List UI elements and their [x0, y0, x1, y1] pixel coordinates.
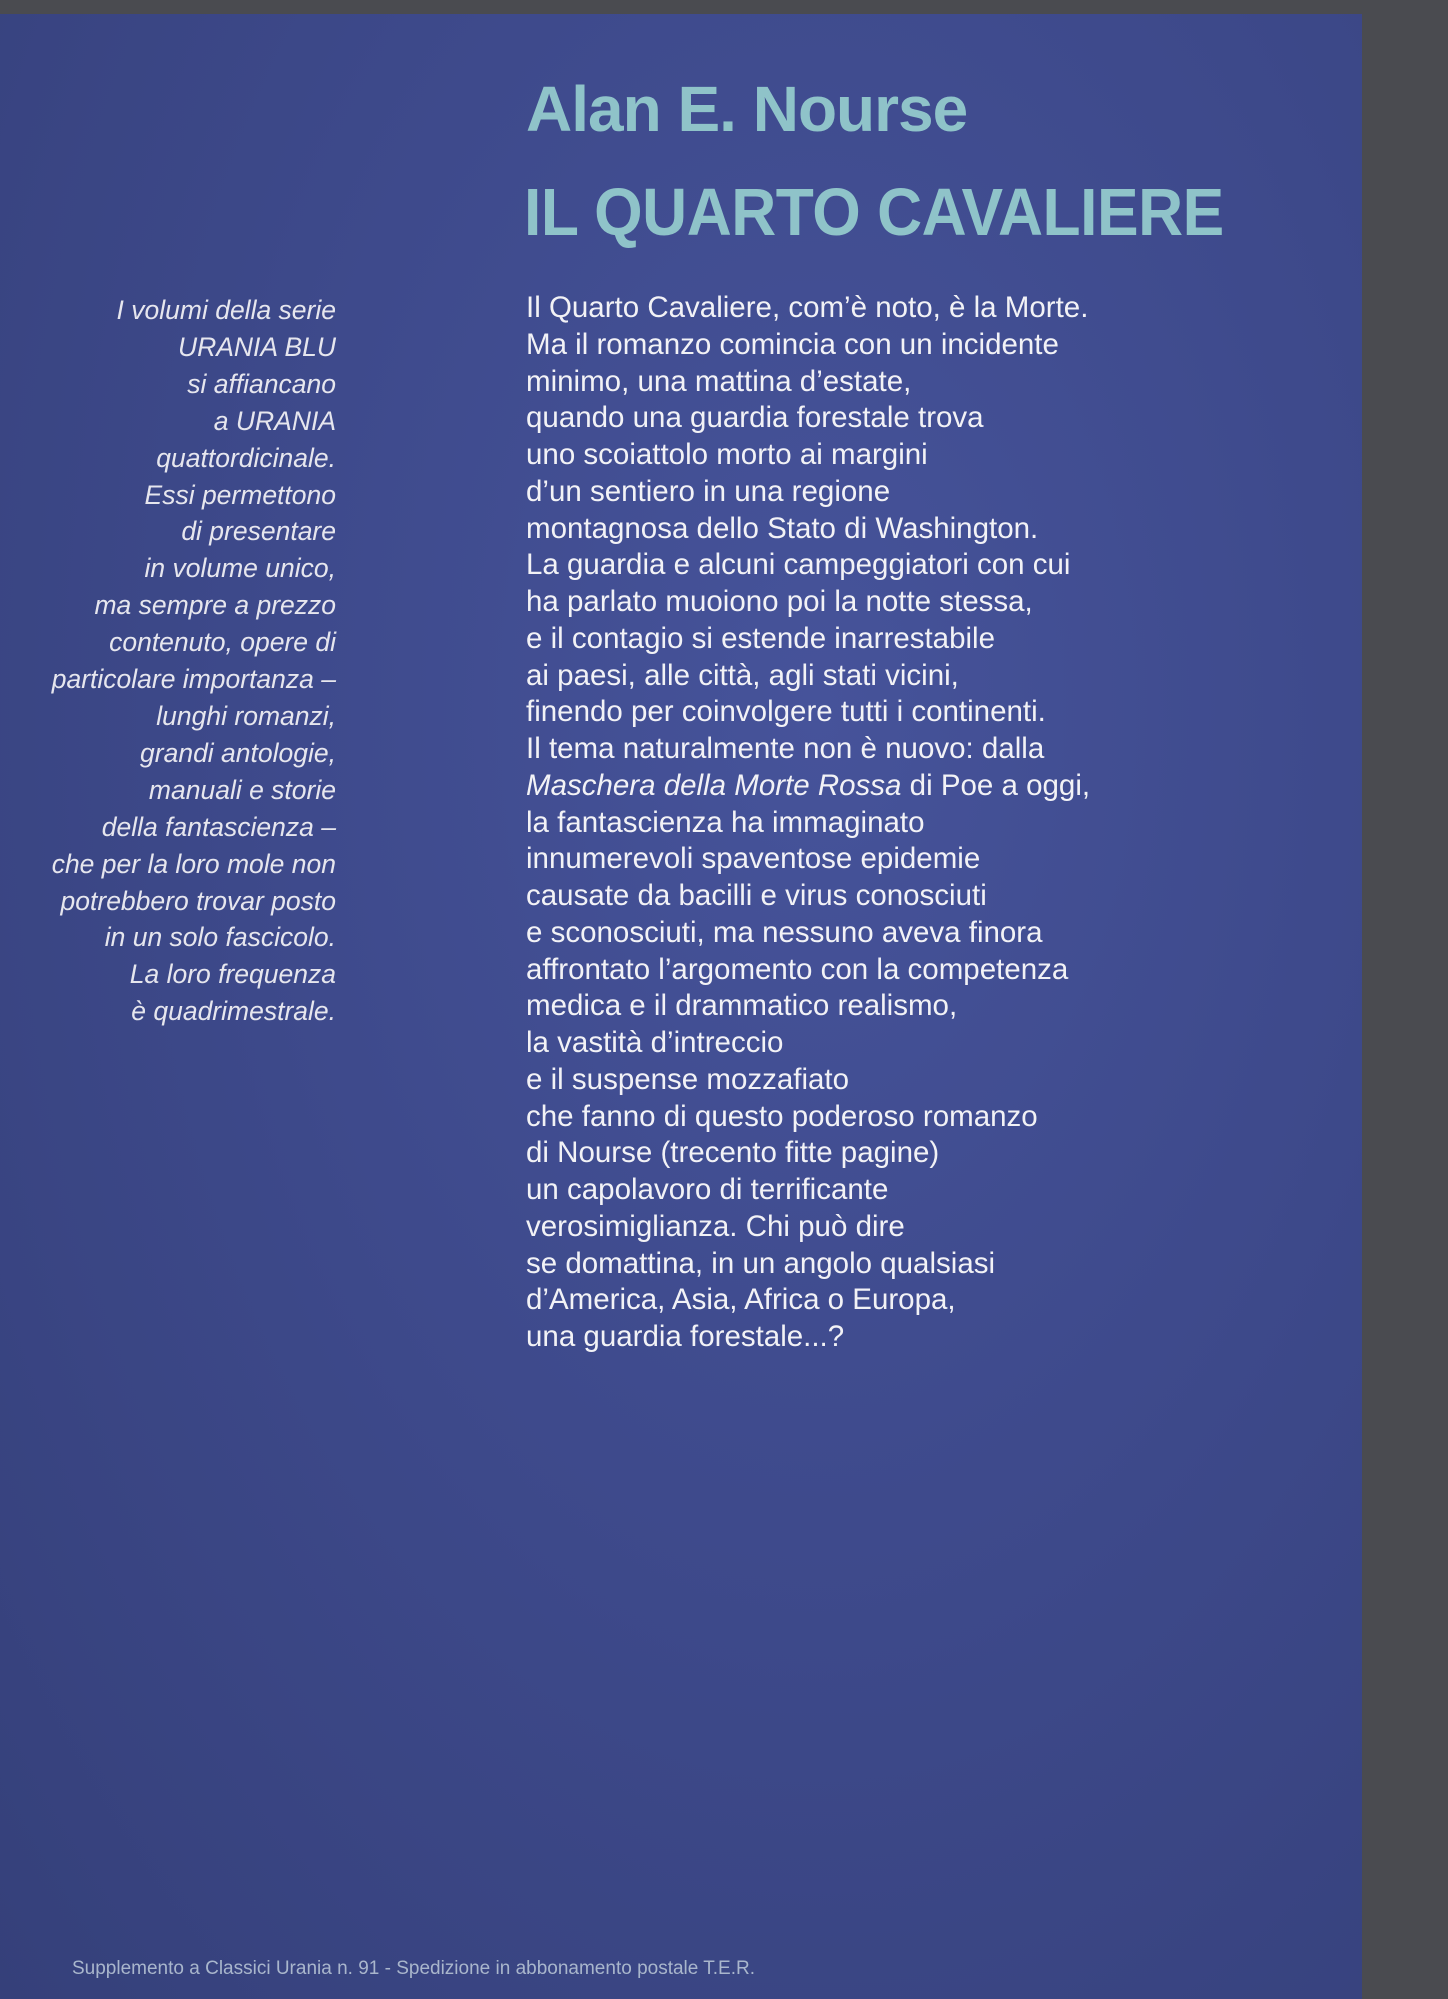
- blurb-text-segment: verosimiglianza. Chi può dire: [526, 1209, 905, 1243]
- blurb-line: [526, 1246, 1090, 1283]
- book-back-cover: [0, 14, 1362, 1999]
- blurb-text: [526, 290, 1090, 1356]
- series-note-line: La loro frequenza: [129, 959, 336, 990]
- blurb-line: [526, 805, 1090, 842]
- blurb-text-segment: Ma il romanzo comincia con un incidente: [526, 327, 1059, 361]
- blurb-line: [526, 1062, 1090, 1099]
- series-note-line: grandi antologie,: [140, 737, 336, 768]
- blurb-text-segment: uno scoiattolo morto ai margini: [526, 438, 928, 471]
- series-note-line: Essi permettono: [144, 479, 336, 510]
- blurb-line: [526, 400, 1090, 437]
- blurb-line: [526, 1209, 1090, 1246]
- footer-note: Supplemento a Classici Urania n. 91 - Spedizione in abbonamento postale T.E.R.: [72, 1958, 755, 1979]
- series-note-line: della fantascienza –: [101, 811, 336, 842]
- blurb-line: [526, 437, 1090, 474]
- blurb-line: [526, 584, 1090, 621]
- blurb-line: [526, 364, 1090, 401]
- blurb-line: [526, 547, 1090, 584]
- blurb-text-segment: affrontato l’argomento con la competenza: [526, 952, 1069, 986]
- blurb-line: [526, 1282, 1090, 1319]
- blurb-text-segment: La guardia e alcuni campeggiatori con cui: [526, 548, 1071, 582]
- blurb-text-segment: d’un sentiero in una regione: [526, 474, 891, 508]
- series-note-line: ma sempre a prezzo: [94, 590, 336, 621]
- blurb-text-segment: e sconosciuti, ma nessuno aveva finora: [526, 915, 1043, 949]
- blurb-text-segment: e il contagio si estende inarrestabile: [526, 621, 996, 655]
- blurb-line: [526, 1319, 1090, 1356]
- blurb-line: [526, 290, 1090, 327]
- blurb-text-segment: se domattina, in un angolo qualsiasi: [526, 1246, 996, 1280]
- series-note-line: manuali e storie: [148, 774, 336, 805]
- blurb-text-segment: la fantascienza ha immaginato: [526, 805, 925, 839]
- series-note-line: di presentare: [181, 516, 336, 547]
- blurb-text-segment: ha parlato muoiono poi la notte stessa,: [526, 585, 1033, 618]
- blurb-text-segment: un capolavoro di terrificante: [526, 1173, 889, 1206]
- blurb-line: [526, 1172, 1090, 1209]
- blurb-line: [526, 658, 1090, 695]
- blurb-text-segment: una guardia forestale...?: [526, 1320, 845, 1353]
- blurb-line: [526, 511, 1090, 548]
- blurb-line: [526, 768, 1090, 805]
- blurb-line: [526, 694, 1090, 731]
- blurb-text-segment: che fanno di questo poderoso romanzo: [526, 1099, 1038, 1133]
- series-note-line: potrebbero trovar posto: [60, 885, 336, 916]
- series-note-line: che per la loro mole non: [51, 848, 336, 879]
- blurb-text-segment: innumerevoli spaventose epidemie: [526, 842, 981, 876]
- blurb-line: [526, 878, 1090, 915]
- blurb-text-segment: la vastità d’intreccio: [526, 1026, 784, 1059]
- series-note-line: in volume unico,: [144, 553, 336, 584]
- blurb-line: [526, 1135, 1090, 1172]
- blurb-text-segment: finendo per coinvolgere tutti i continenti.: [526, 695, 1046, 729]
- blurb-line: [526, 952, 1090, 989]
- series-note: [52, 292, 336, 1030]
- blurb-text-segment: quando una guardia forestale trova: [526, 401, 984, 435]
- series-note-line: particolare importanza –: [51, 664, 336, 695]
- blurb-text-segment: causate da bacilli e virus conosciuti: [526, 879, 987, 912]
- blurb-line: [526, 915, 1090, 952]
- series-note-line: quattordicinale.: [156, 442, 336, 473]
- series-note-line: contenuto, opere di: [109, 627, 336, 658]
- blurb-line: [526, 327, 1090, 364]
- blurb-line: [526, 731, 1090, 768]
- blurb-line: [526, 621, 1090, 658]
- blurb-text-segment: medica e il drammatico realismo,: [526, 989, 958, 1023]
- series-note-line: in un solo fascicolo.: [104, 922, 336, 953]
- blurb-line: [526, 841, 1090, 878]
- book-title: IL QUARTO CAVALIERE: [524, 175, 1224, 250]
- series-note-line: I volumi della serie: [116, 295, 336, 325]
- series-note-line: lunghi romanzi,: [156, 700, 336, 731]
- blurb-line: [526, 1025, 1090, 1062]
- blurb-line: [526, 988, 1090, 1025]
- blurb-text-segment: Il Quarto Cavaliere, com’è noto, è la Morte.: [526, 291, 1089, 324]
- blurb-text-segment: e il suspense mozzafiato: [526, 1062, 850, 1096]
- blurb-line: [526, 474, 1090, 511]
- series-note-line: si affiancano: [187, 368, 336, 399]
- series-note-line: URANIA BLU: [177, 331, 336, 362]
- blurb-text-segment: Il tema naturalmente non è nuovo: dalla: [526, 732, 1045, 765]
- blurb-line: [526, 1099, 1090, 1136]
- author-name: Alan E. Nourse: [526, 73, 968, 145]
- blurb-text-segment: ai paesi, alle città, agli stati vicini,: [526, 658, 959, 692]
- blurb-text-segment: minimo, una mattina d’estate,: [526, 364, 912, 398]
- blurb-text-segment: montagnosa dello Stato di Washington.: [526, 511, 1039, 545]
- italic-title-reference: Maschera della Morte Rossa: [526, 768, 902, 802]
- blurb-text-segment: di Nourse (trecento fitte pagine): [526, 1136, 940, 1170]
- blurb-text-segment: d’America, Asia, Africa o Europa,: [526, 1283, 956, 1317]
- series-note-line: a URANIA: [213, 405, 336, 436]
- blurb-text-segment: di Poe a oggi,: [901, 768, 1091, 802]
- series-note-line: è quadrimestrale.: [131, 996, 336, 1027]
